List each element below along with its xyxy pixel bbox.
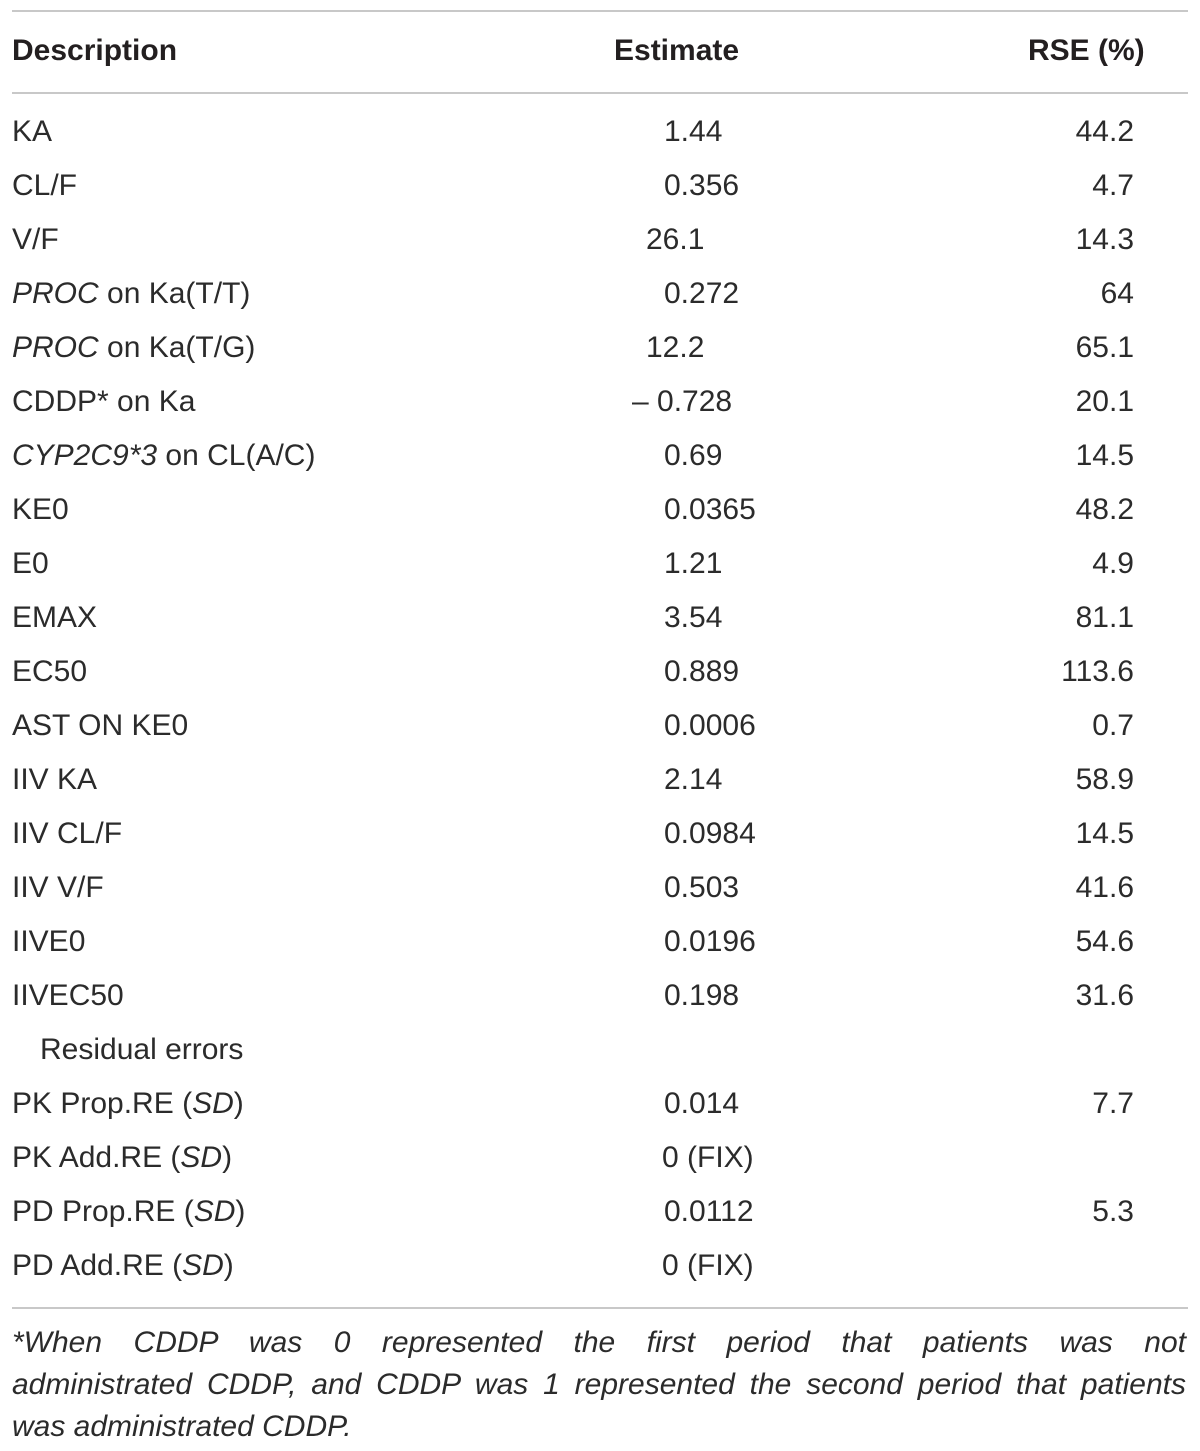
row-estimate: 0.889 xyxy=(664,655,740,688)
row-description xyxy=(12,915,85,969)
table-row xyxy=(0,753,1200,807)
row-description-text: PD Add.RE ( xyxy=(12,1249,183,1282)
row-description xyxy=(12,1131,232,1185)
table-row xyxy=(0,483,1200,537)
row-rse: 4.7 xyxy=(1092,169,1134,202)
table-footnote xyxy=(12,1322,1186,1448)
row-description-italic: SD xyxy=(192,1087,234,1120)
table-row xyxy=(0,1185,1200,1239)
row-description xyxy=(12,1077,244,1131)
row-rse: 0.7 xyxy=(1092,709,1134,742)
row-description xyxy=(12,645,87,699)
row-description-text: on Ka(T/G) xyxy=(98,331,256,364)
table-header xyxy=(0,28,1200,78)
header-estimate: Estimate xyxy=(614,34,740,67)
row-description-text: Residual errors xyxy=(40,1033,244,1066)
table-top-rule xyxy=(12,10,1188,12)
row-description-italic: PROC xyxy=(12,277,99,310)
row-rse: 44.2 xyxy=(1075,115,1134,148)
row-description-text: ) xyxy=(222,1141,233,1174)
row-rse: 64 xyxy=(1100,277,1134,310)
row-description xyxy=(12,213,59,267)
table-row xyxy=(0,159,1200,213)
row-description-text: PD Prop.RE ( xyxy=(12,1195,194,1228)
row-rse: 81.1 xyxy=(1075,601,1134,634)
table-row xyxy=(0,861,1200,915)
row-estimate: 0.0112 xyxy=(664,1195,754,1228)
row-description-text: ) xyxy=(223,1249,234,1282)
row-description-text: EMAX xyxy=(12,601,98,634)
row-estimate: 0.014 xyxy=(664,1087,740,1120)
row-description-text: ) xyxy=(233,1087,244,1120)
table-row xyxy=(0,699,1200,753)
row-description-text: IIVEC50 xyxy=(12,979,124,1012)
row-description-text: AST ON KE0 xyxy=(12,709,189,742)
table-row xyxy=(0,807,1200,861)
row-estimate: 0.0365 xyxy=(664,493,756,526)
row-description-text: KE0 xyxy=(12,493,69,526)
row-rse: 4.9 xyxy=(1092,547,1134,580)
row-estimate: 0 (FIX) xyxy=(662,1249,754,1282)
row-rse: 54.6 xyxy=(1075,925,1134,958)
table-row xyxy=(0,591,1200,645)
row-estimate: 0.0196 xyxy=(664,925,756,958)
row-description-text: IIV V/F xyxy=(12,871,104,904)
row-description-text: CDDP* on Ka xyxy=(12,385,196,418)
table-row xyxy=(0,1077,1200,1131)
row-description xyxy=(40,1023,243,1077)
table-row xyxy=(0,1239,1200,1293)
row-estimate: 0.198 xyxy=(664,979,740,1012)
row-description-italic: SD xyxy=(180,1141,223,1174)
row-estimate: 3.54 xyxy=(664,601,723,634)
row-description xyxy=(12,159,77,213)
row-description-text: ) xyxy=(235,1195,246,1228)
footnote-line: was administrated CDDP. xyxy=(12,1410,352,1443)
row-rse: 113.6 xyxy=(1061,655,1134,688)
row-rse: 5.3 xyxy=(1092,1195,1134,1228)
table-bottom-rule xyxy=(12,1307,1188,1309)
table-row xyxy=(0,969,1200,1023)
row-estimate: 0.356 xyxy=(664,169,740,202)
row-description xyxy=(12,537,49,591)
row-description xyxy=(12,807,122,861)
row-description xyxy=(12,267,250,321)
row-description-text: E0 xyxy=(12,547,49,580)
row-estimate: 0.272 xyxy=(664,277,740,310)
row-description xyxy=(12,753,97,807)
row-estimate: 0.0006 xyxy=(664,709,756,742)
row-rse: 65.1 xyxy=(1075,331,1134,364)
row-description-text: IIV CL/F xyxy=(12,817,123,850)
row-rse: 7.7 xyxy=(1092,1087,1134,1120)
table-row xyxy=(0,267,1200,321)
row-description-italic: PROC xyxy=(12,331,99,364)
row-estimate: 12.2 xyxy=(646,331,705,364)
row-description-italic: SD xyxy=(193,1195,236,1228)
row-rse: 14.5 xyxy=(1075,817,1134,850)
row-description xyxy=(12,1185,245,1239)
row-rse: 14.3 xyxy=(1075,223,1134,256)
table-row xyxy=(0,645,1200,699)
footnote-line: *When CDDP was 0 represented the first period that patients was not xyxy=(12,1326,1186,1359)
row-estimate: 0.0984 xyxy=(664,817,756,850)
table-row xyxy=(0,429,1200,483)
row-estimate: 26.1 xyxy=(646,223,705,256)
row-description xyxy=(12,429,315,483)
row-rse: 58.9 xyxy=(1075,763,1134,796)
row-description xyxy=(12,483,69,537)
row-description-text: KA xyxy=(12,115,53,148)
footnote-line: administrated CDDP, and CDDP was 1 represented the second period that patients xyxy=(12,1368,1186,1401)
row-estimate: 1.21 xyxy=(664,547,723,580)
table-row xyxy=(0,105,1200,159)
row-description-italic: CYP2C9*3 xyxy=(12,439,158,472)
row-estimate: 0 (FIX) xyxy=(662,1141,754,1174)
header-description: Description xyxy=(12,34,178,67)
row-description-italic: SD xyxy=(182,1249,224,1282)
table-row xyxy=(0,1023,1200,1077)
row-description-text: PK Prop.RE ( xyxy=(12,1087,193,1120)
row-description xyxy=(12,321,255,375)
row-estimate: 0.503 xyxy=(664,871,740,904)
row-description-text: on CL(A/C) xyxy=(157,439,316,472)
row-rse: 20.1 xyxy=(1075,385,1134,418)
row-estimate: 0.69 xyxy=(664,439,723,472)
table-row xyxy=(0,537,1200,591)
row-rse: 48.2 xyxy=(1075,493,1134,526)
row-rse: 41.6 xyxy=(1075,871,1134,904)
row-description xyxy=(12,861,104,915)
row-description xyxy=(12,105,52,159)
row-description-text: IIV KA xyxy=(12,763,98,796)
row-description-text: IIVE0 xyxy=(12,925,86,958)
row-rse: 31.6 xyxy=(1075,979,1134,1012)
header-rse: RSE (%) xyxy=(1028,34,1145,67)
row-description xyxy=(12,375,195,429)
row-description-text: CL/F xyxy=(12,169,78,202)
row-estimate: 1.44 xyxy=(664,115,723,148)
table-row xyxy=(0,915,1200,969)
row-description-text: EC50 xyxy=(12,655,88,688)
row-description-text: V/F xyxy=(12,223,59,256)
row-description xyxy=(12,591,97,645)
row-description-text: on Ka(T/T) xyxy=(98,277,251,310)
table-row xyxy=(0,213,1200,267)
row-description xyxy=(12,1239,234,1293)
row-description-text: PK Add.RE ( xyxy=(12,1141,181,1174)
row-description xyxy=(12,699,188,753)
table-header-rule xyxy=(12,92,1188,94)
table-row xyxy=(0,1131,1200,1185)
table-row xyxy=(0,375,1200,429)
table-row xyxy=(0,321,1200,375)
row-rse: 14.5 xyxy=(1075,439,1134,472)
row-description xyxy=(12,969,124,1023)
row-estimate: – 0.728 xyxy=(632,385,733,418)
row-estimate: 2.14 xyxy=(664,763,723,796)
